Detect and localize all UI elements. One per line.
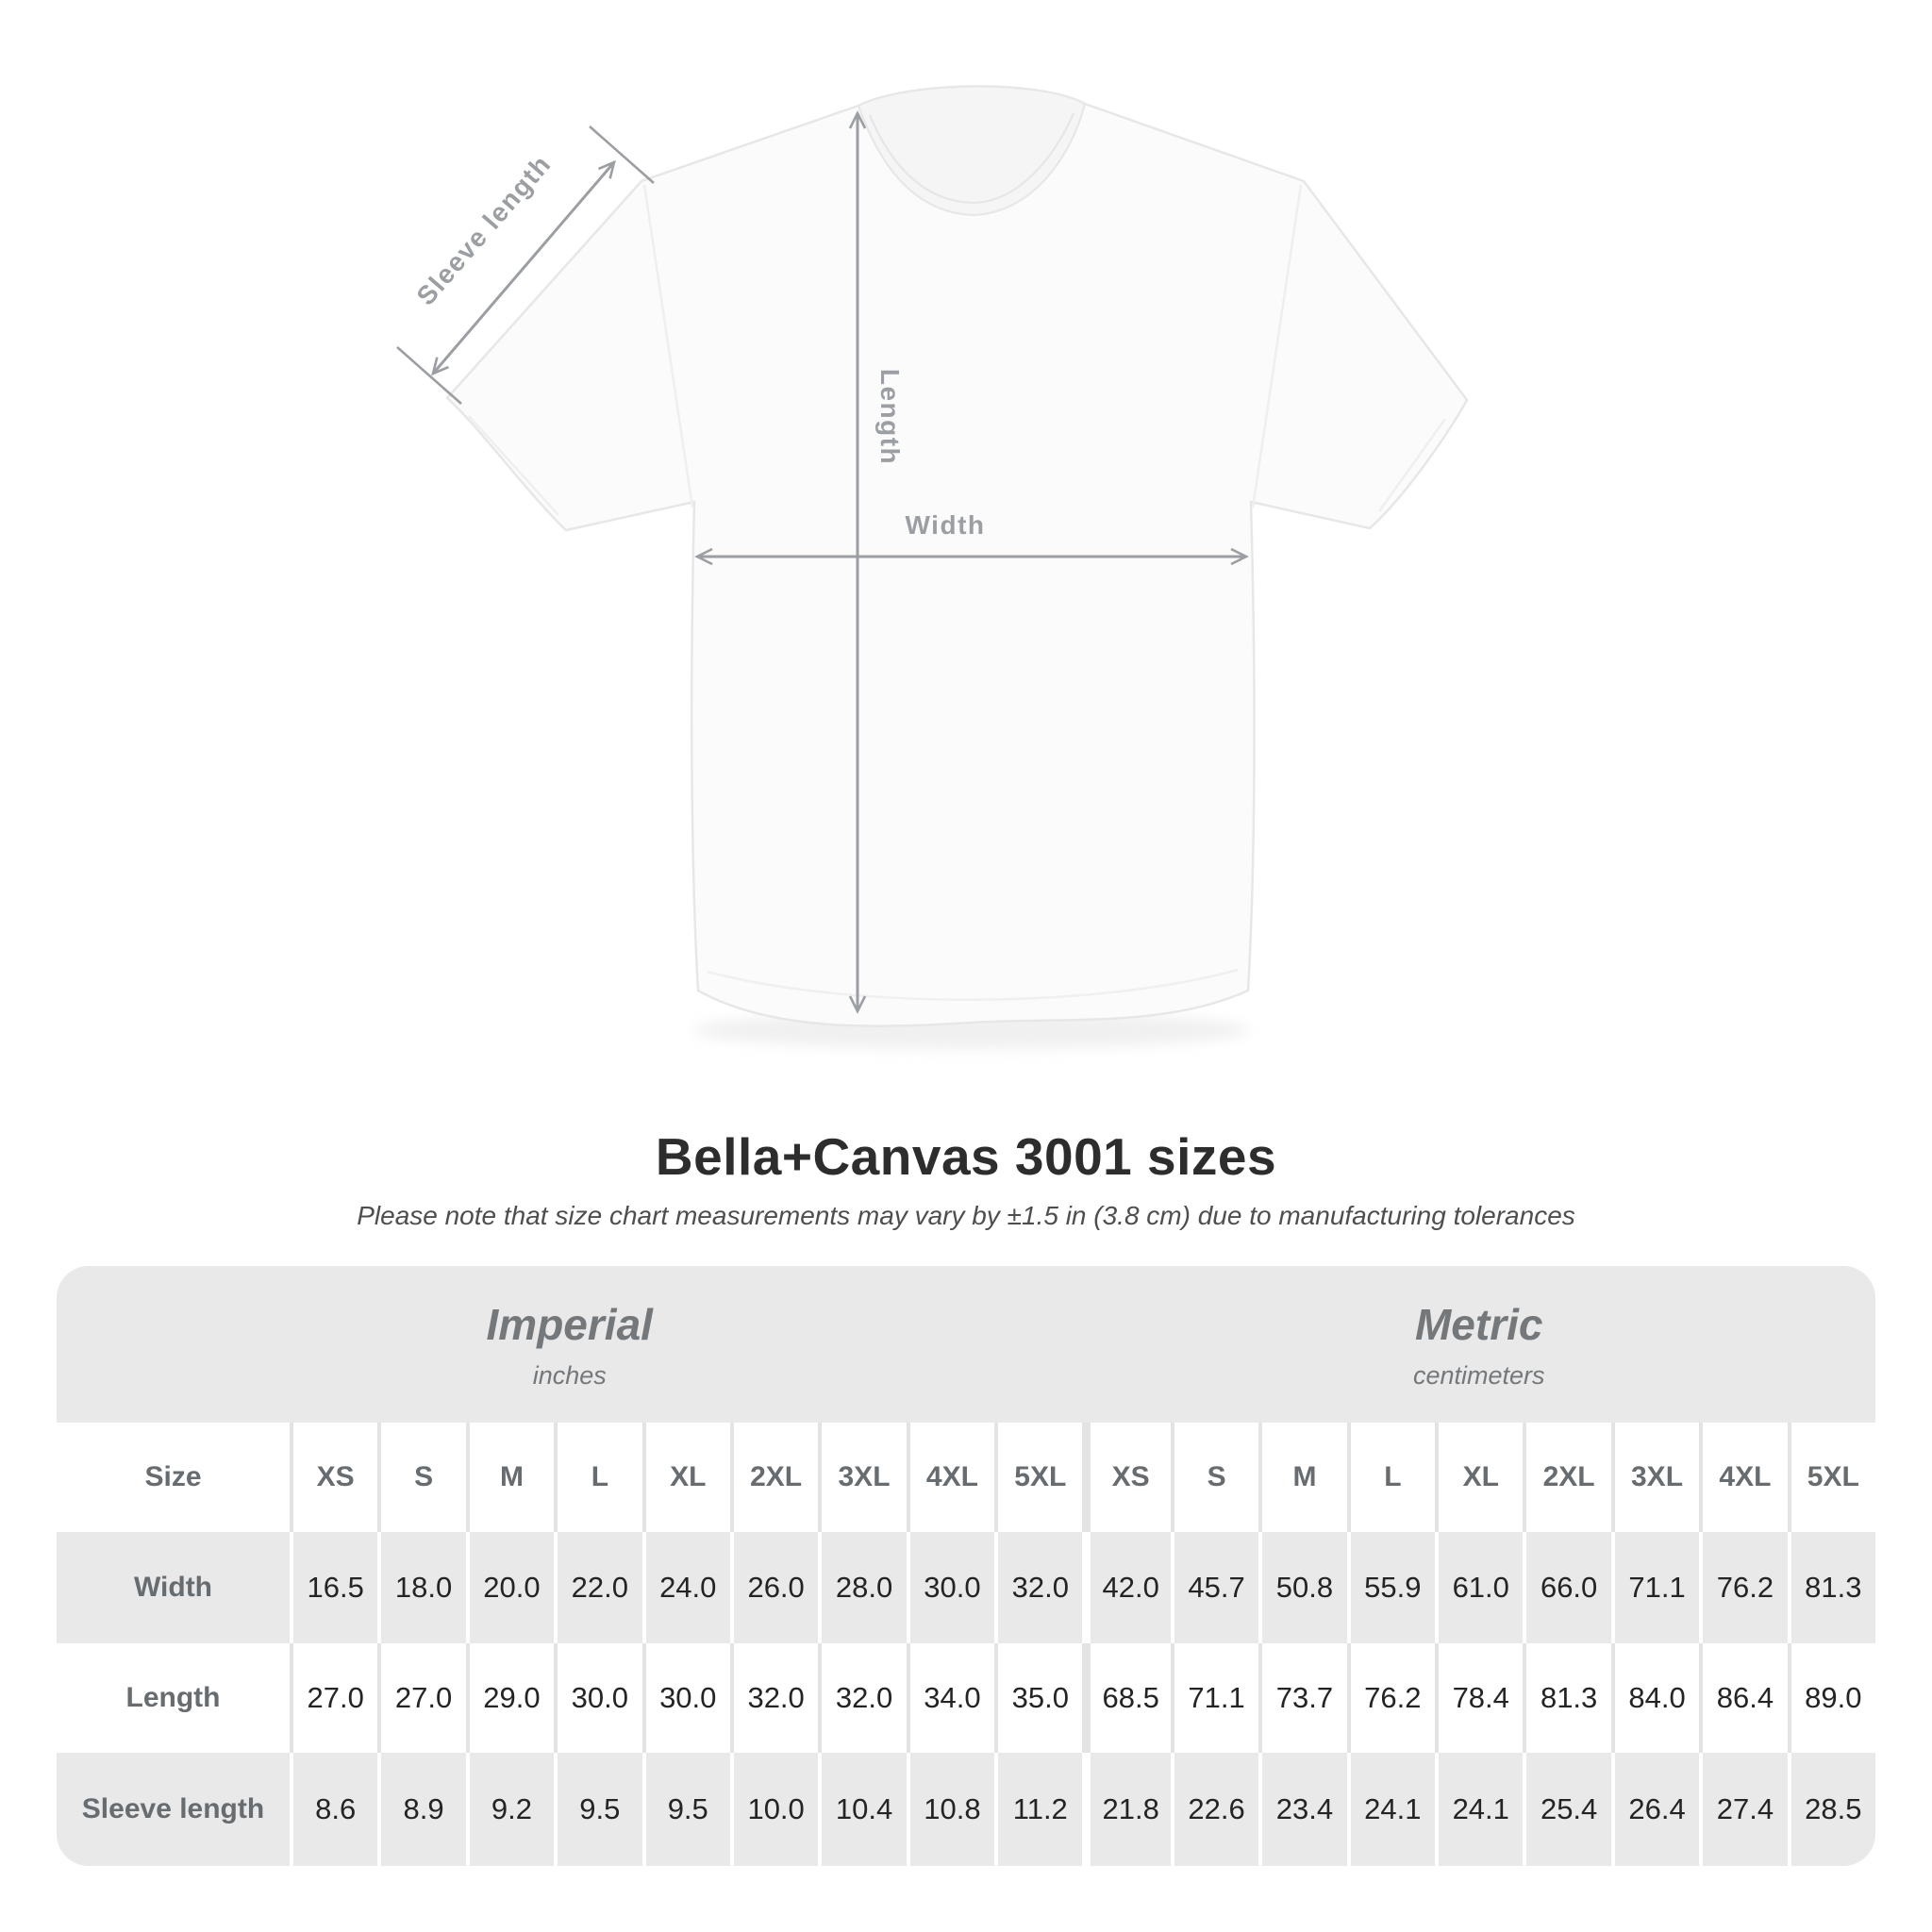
value-cell: 76.2 bbox=[1699, 1532, 1787, 1643]
size-column-header: 2XL bbox=[730, 1423, 818, 1532]
size-column-header: 5XL bbox=[1788, 1423, 1875, 1532]
value-cell: 76.2 bbox=[1347, 1643, 1435, 1753]
size-column-header: M bbox=[466, 1423, 554, 1532]
unit-subtitle: centimeters bbox=[1412, 1360, 1545, 1390]
unit-title: Metric bbox=[1414, 1299, 1543, 1349]
length-label: Length bbox=[875, 368, 905, 466]
value-cell: 32.0 bbox=[730, 1643, 818, 1753]
value-cell: 27.0 bbox=[377, 1643, 465, 1753]
value-cell: 71.1 bbox=[1171, 1643, 1258, 1753]
value-cell: 35.0 bbox=[994, 1643, 1082, 1753]
unit-subtitle: inches bbox=[532, 1360, 607, 1390]
value-cell: 30.0 bbox=[642, 1643, 730, 1753]
size-column-header: 3XL bbox=[818, 1423, 906, 1532]
size-column-header: 5XL bbox=[994, 1423, 1082, 1532]
size-column-header: XL bbox=[642, 1423, 730, 1532]
value-cell: 50.8 bbox=[1258, 1532, 1346, 1643]
value-cell: 16.5 bbox=[290, 1532, 377, 1643]
size-column-header: S bbox=[377, 1423, 465, 1532]
value-cell: 29.0 bbox=[466, 1643, 554, 1753]
row-label: Sleeve length bbox=[57, 1753, 290, 1866]
value-cell: 32.0 bbox=[994, 1532, 1082, 1643]
value-cell: 73.7 bbox=[1258, 1643, 1346, 1753]
value-cell: 24.1 bbox=[1347, 1753, 1435, 1866]
value-cell: 86.4 bbox=[1699, 1643, 1787, 1753]
size-column-header: 4XL bbox=[907, 1423, 994, 1532]
size-column-header: XL bbox=[1435, 1423, 1523, 1532]
value-cell: 27.4 bbox=[1699, 1753, 1787, 1866]
size-corner-header: Size bbox=[57, 1423, 290, 1532]
value-cell: 24.1 bbox=[1435, 1753, 1523, 1866]
value-cell: 30.0 bbox=[554, 1643, 641, 1753]
value-cell: 25.4 bbox=[1523, 1753, 1610, 1866]
unit-section-header bbox=[57, 1266, 1082, 1423]
heading-block bbox=[0, 1128, 1932, 1231]
value-cell: 27.0 bbox=[290, 1643, 377, 1753]
value-cell: 10.0 bbox=[730, 1753, 818, 1866]
size-column-header: L bbox=[1347, 1423, 1435, 1532]
sleeve-length-label: Sleeve length bbox=[410, 149, 558, 311]
value-cell: 8.9 bbox=[377, 1753, 465, 1866]
value-cell: 78.4 bbox=[1435, 1643, 1523, 1753]
value-cell: 10.8 bbox=[907, 1753, 994, 1866]
value-cell: 22.6 bbox=[1171, 1753, 1258, 1866]
value-cell: 66.0 bbox=[1523, 1532, 1610, 1643]
page-title: Bella+Canvas 3001 sizes bbox=[655, 1127, 1277, 1186]
size-column-header: 4XL bbox=[1699, 1423, 1787, 1532]
value-cell: 10.4 bbox=[818, 1753, 906, 1866]
value-cell: 18.0 bbox=[377, 1532, 465, 1643]
size-column-header: M bbox=[1258, 1423, 1346, 1532]
unit-section-header bbox=[1082, 1266, 1875, 1423]
value-cell: 81.3 bbox=[1523, 1643, 1610, 1753]
value-cell: 26.4 bbox=[1611, 1753, 1699, 1866]
size-column-header: S bbox=[1171, 1423, 1258, 1532]
value-cell: 26.0 bbox=[730, 1532, 818, 1643]
value-cell: 28.0 bbox=[818, 1532, 906, 1643]
value-cell: 81.3 bbox=[1788, 1532, 1875, 1643]
value-cell: 24.0 bbox=[642, 1532, 730, 1643]
tolerance-note: Please note that size chart measurements may vary by ±1.5 in (3.8 cm) due to manufacturing tolerances bbox=[357, 1200, 1575, 1230]
value-cell: 30.0 bbox=[907, 1532, 994, 1643]
value-cell: 55.9 bbox=[1347, 1532, 1435, 1643]
value-cell: 34.0 bbox=[907, 1643, 994, 1753]
value-cell: 28.5 bbox=[1788, 1753, 1875, 1866]
value-cell: 45.7 bbox=[1171, 1532, 1258, 1643]
value-cell: 71.1 bbox=[1611, 1532, 1699, 1643]
value-cell: 32.0 bbox=[818, 1643, 906, 1753]
value-cell: 61.0 bbox=[1435, 1532, 1523, 1643]
value-cell: 8.6 bbox=[290, 1753, 377, 1866]
value-cell: 68.5 bbox=[1082, 1643, 1170, 1753]
row-label: Width bbox=[57, 1532, 290, 1643]
row-label: Length bbox=[57, 1643, 290, 1753]
value-cell: 9.5 bbox=[642, 1753, 730, 1866]
value-cell: 22.0 bbox=[554, 1532, 641, 1643]
value-cell: 21.8 bbox=[1082, 1753, 1170, 1866]
width-label: Width bbox=[905, 510, 986, 540]
unit-title: Imperial bbox=[486, 1299, 653, 1349]
value-cell: 84.0 bbox=[1611, 1643, 1699, 1753]
size-column-header: XS bbox=[290, 1423, 377, 1532]
size-column-header: 3XL bbox=[1611, 1423, 1699, 1532]
value-cell: 20.0 bbox=[466, 1532, 554, 1643]
value-cell: 42.0 bbox=[1082, 1532, 1170, 1643]
size-column-header: 2XL bbox=[1523, 1423, 1610, 1532]
value-cell: 89.0 bbox=[1788, 1643, 1875, 1753]
size-column-header: L bbox=[554, 1423, 641, 1532]
value-cell: 23.4 bbox=[1258, 1753, 1346, 1866]
size-column-header: XS bbox=[1082, 1423, 1170, 1532]
value-cell: 9.2 bbox=[466, 1753, 554, 1866]
value-cell: 9.5 bbox=[554, 1753, 641, 1866]
value-cell: 11.2 bbox=[994, 1753, 1082, 1866]
size-table bbox=[57, 1266, 1875, 1866]
